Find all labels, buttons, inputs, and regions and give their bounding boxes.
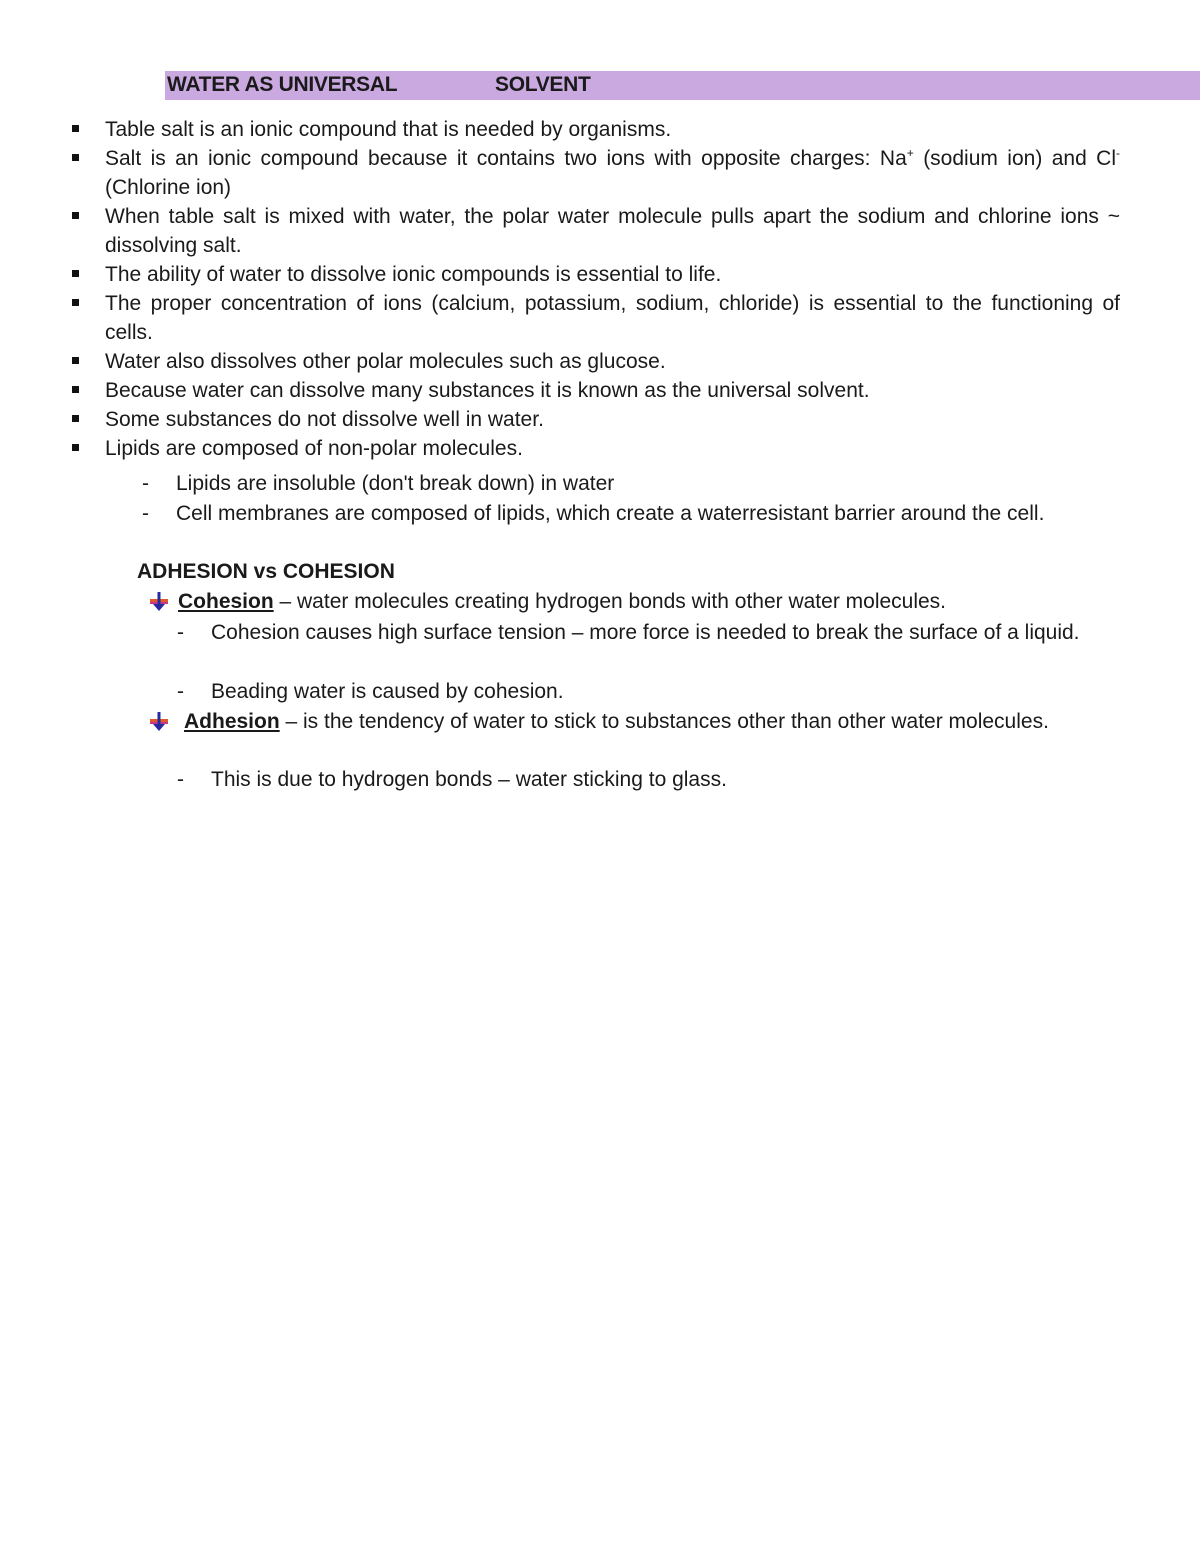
bullet-item: Lipids are composed of non-polar molecules.: [72, 434, 1120, 463]
bullet-item: Because water can dissolve many substances it is known as the universal solvent.: [72, 376, 1120, 405]
bullet-item: The ability of water to dissolve ionic compounds is essential to life.: [72, 260, 1120, 289]
heading-part-2: SOLVENT: [495, 73, 591, 96]
cohesion-item: Cohesion – water molecules creating hydrogen bonds with other water molecules.: [148, 587, 1120, 616]
square-bullet-icon: [72, 357, 79, 364]
adhesion-item: Adhesion – is the tendency of water to stick to substances other than other water molecules.: [148, 707, 1120, 736]
bullet-item: Salt is an ionic compound because it contains two ions with opposite charges: Na+ (sodium ion) and Cl- (Chlorine ion): [72, 144, 1120, 202]
down-arrow-bullet-icon: [148, 711, 170, 733]
cohesion-term: Cohesion: [178, 590, 274, 613]
square-bullet-icon: [72, 125, 79, 132]
heading-part-1: WATER AS UNIVERSAL: [167, 73, 398, 96]
square-bullet-icon: [72, 444, 79, 451]
list-item: - Beading water is caused by cohesion.: [177, 680, 564, 703]
list-item: - Lipids are insoluble (don't break down) in water: [142, 472, 615, 495]
bullet-item: Water also dissolves other polar molecules such as glucose.: [72, 347, 1120, 376]
square-bullet-icon: [72, 154, 79, 161]
bullet-item: Some substances do not dissolve well in water.: [72, 405, 1120, 434]
section-title: ADHESION vs COHESION: [137, 560, 395, 583]
down-arrow-bullet-icon: [148, 591, 170, 613]
square-bullet-icon: [72, 299, 79, 306]
bullet-item: The proper concentration of ions (calcium, potassium, sodium, chloride) is essential to the functioning of cells.: [72, 289, 1120, 347]
list-item: - Cohesion causes high surface tension – more force is needed to break the surface of a liquid.: [177, 621, 1080, 644]
bullet-item: Table salt is an ionic compound that is needed by organisms.: [72, 115, 1120, 144]
square-bullet-icon: [72, 415, 79, 422]
square-bullet-icon: [72, 212, 79, 219]
bullet-item: When table salt is mixed with water, the polar water molecule pulls apart the sodium and chlorine ions ~ dissolving salt.: [72, 202, 1120, 260]
list-item: - Cell membranes are composed of lipids, which create a waterresistant barrier around the cell.: [142, 502, 1045, 525]
square-bullet-icon: [72, 386, 79, 393]
list-item: - This is due to hydrogen bonds – water sticking to glass.: [177, 768, 727, 791]
adhesion-term: Adhesion: [184, 710, 280, 733]
square-bullet-icon: [72, 270, 79, 277]
